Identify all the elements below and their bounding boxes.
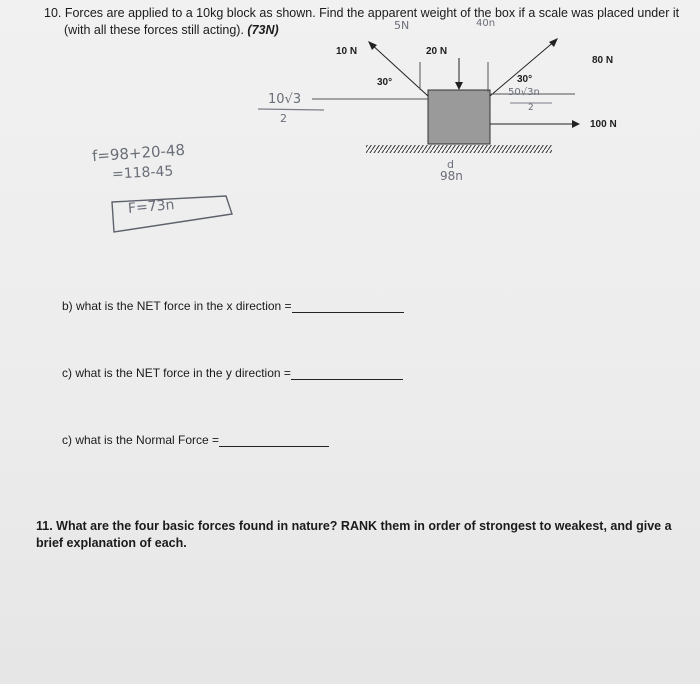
arrowhead-20n	[455, 82, 463, 90]
question-10-line2-prefix: (with all these forces still acting).	[64, 23, 244, 37]
hand-frac-left-den: 2	[280, 112, 287, 125]
hand-under-block-1: d	[447, 158, 454, 171]
hand-boxed-answer: F=73n	[127, 197, 176, 217]
question-normal-force	[62, 433, 329, 447]
hand-frac-bar-left	[258, 109, 324, 110]
question-c-label: c) what is the NET force in the y direction =	[62, 366, 291, 380]
arrowhead-100n	[572, 120, 580, 128]
hand-under-block-2: 98n	[440, 169, 463, 183]
label-angle-left: 30°	[377, 77, 393, 88]
question-b	[62, 299, 404, 313]
question-10-answer: (73N)	[247, 23, 279, 37]
question-b-label: b) what is the NET force in the x direction =	[62, 299, 292, 313]
hand-frac-left-num: 10√3	[268, 92, 302, 107]
ground	[366, 145, 552, 153]
label-100n: 100 N	[590, 119, 617, 130]
label-80n: 80 N	[592, 55, 614, 66]
question-normal-force-label: c) what is the Normal Force =	[62, 433, 220, 447]
question-c	[62, 366, 403, 380]
question-c-blank[interactable]	[291, 367, 403, 380]
label-angle-right: 30°	[517, 74, 533, 85]
question-normal-force-blank[interactable]	[219, 434, 329, 447]
hand-5n: 5N	[394, 19, 410, 32]
hand-calc-1: f=98+20-48	[91, 140, 186, 166]
block	[428, 90, 490, 144]
hand-40n: 40n	[476, 18, 496, 29]
label-20n: 20 N	[426, 46, 448, 57]
label-10n: 10 N	[336, 46, 358, 57]
question-b-blank[interactable]	[292, 300, 404, 313]
question-11-text: 11. What are the four basic forces found in nature? RANK them in order of strongest to weakest, and give a brief explanation of each.	[36, 519, 672, 550]
hand-frac-right-den: 2	[528, 103, 534, 113]
hand-frac-right-num: 50√3n	[508, 87, 540, 98]
question-10-text: 10. Forces are applied to a 10kg block as shown. Find the apparent weight of the box if a scale was placed under it	[44, 6, 680, 20]
rope-10n	[370, 43, 428, 96]
hand-calc-2: =118-45	[111, 163, 174, 183]
arrowhead-80n	[549, 38, 558, 47]
